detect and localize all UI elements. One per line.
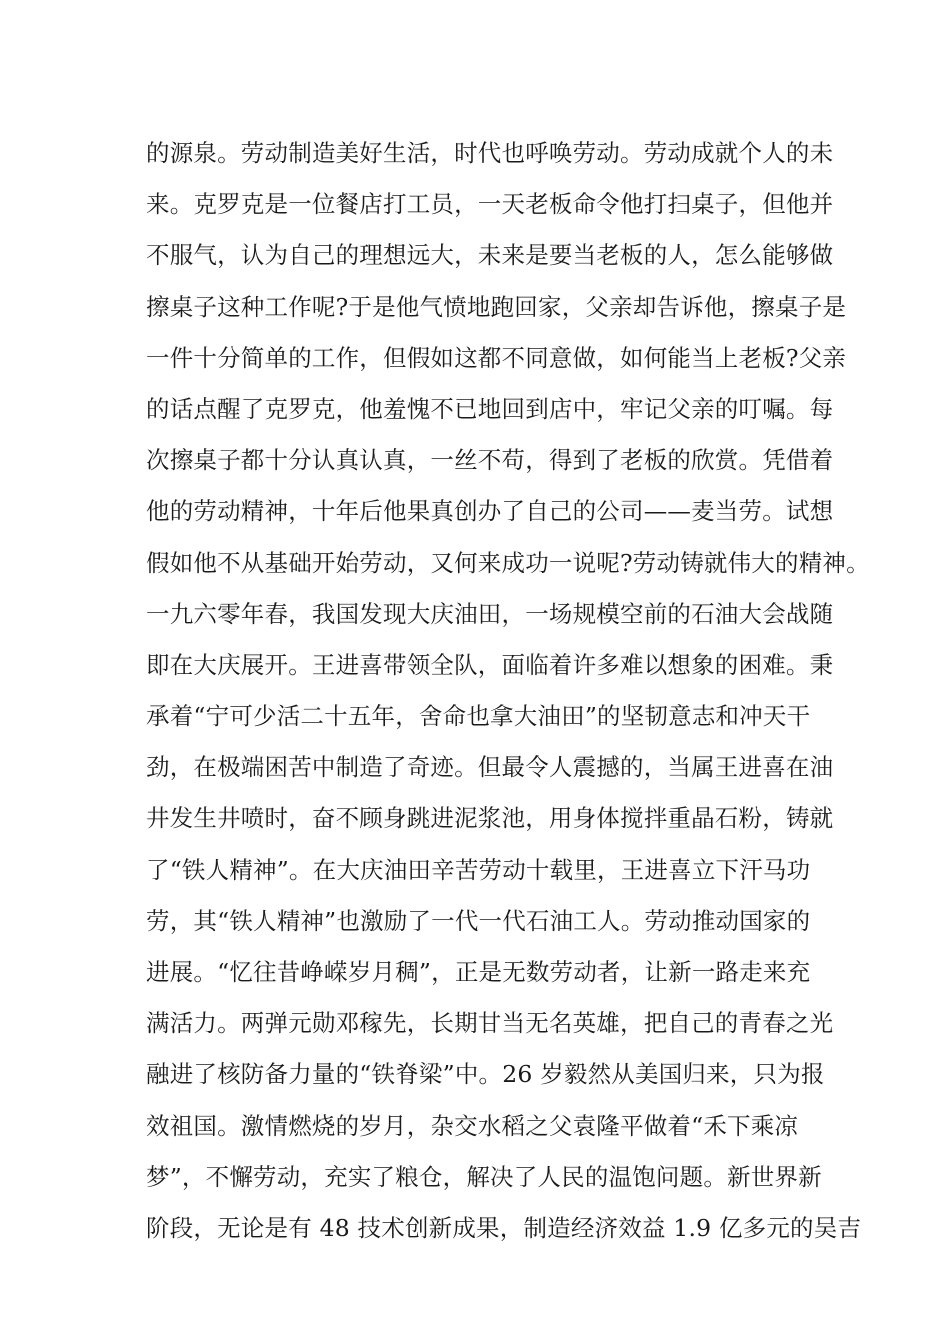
text-line: 进展。“忆往昔峥嵘岁月稠”，正是无数劳动者，让新一路走来充 — [146, 958, 811, 986]
text-line: 劳，其“铁人精神”也激励了一代一代石油工人。劳动推动国家的 — [146, 906, 811, 935]
text-line: 假如他不从基础开始劳动，又何来成功一说呢?劳动铸就伟大的精神。 — [146, 548, 870, 577]
text-line: 的话点醒了克罗克，他羞愧不已地回到店中，牢记父亲的叮嘱。每 — [146, 394, 834, 423]
text-line: 次擦桌子都十分认真认真，一丝不苟，得到了老板的欣赏。凭借着 — [146, 446, 834, 475]
text-line: 一九六零年春，我国发现大庆油田，一场规模空前的石油大会战随 — [146, 599, 834, 628]
text-line: 他的劳动精神，十年后他果真创办了自己的公司——麦当劳。试想 — [146, 497, 834, 526]
text-line: 井发生井喷时，奋不顾身跳进泥浆池，用身体搅拌重晶石粉，铸就 — [146, 804, 834, 833]
text-line: 来。克罗克是一位餐店打工员，一天老板命令他打扫桌子，但他并 — [146, 190, 834, 219]
text-line: 承着“宁可少活二十五年，舍命也拿大油田”的坚韧意志和冲天干 — [146, 702, 811, 731]
text-line: 即在大庆展开。王进喜带领全队，面临着许多难以想象的困难。秉 — [146, 650, 834, 679]
text-line: 不服气，认为自己的理想远大，未来是要当老板的人，怎么能够做 — [146, 241, 834, 270]
text-line: 满活力。两弹元勋邓稼先，长期甘当无名英雄，把自己的青春之光 — [146, 1009, 834, 1038]
body-text — [146, 128, 870, 1254]
text-line: 一件十分简单的工作，但假如这都不同意做，如何能当上老板?父亲 — [146, 343, 847, 372]
text-line: 阶段，无论是有 48 技术创新成果，制造经济效益 1.9 亿多元的吴吉 — [146, 1213, 862, 1242]
text-line: 融进了核防备力量的“铁脊梁”中。26 岁毅然从美国归来，只为报 — [146, 1060, 825, 1089]
text-line: 劲，在极端困苦中制造了奇迹。但最令人震撼的，当属王进喜在油 — [146, 753, 834, 782]
text-line: 的源泉。劳动制造美好生活，时代也呼唤劳动。劳动成就个人的未 — [146, 139, 834, 167]
text-line: 梦”，不懈劳动，充实了粮仓，解决了人民的温饱问题。新世界新 — [146, 1162, 822, 1191]
text-line: 效祖国。激情燃烧的岁月，杂交水稻之父袁隆平做着“禾下乘凉 — [146, 1111, 799, 1140]
text-line: 了“铁人精神”。在大庆油田辛苦劳动十载里，王进喜立下汗马功 — [146, 855, 811, 884]
text-line: 擦桌子这种工作呢?于是他气愤地跑回家，父亲却告诉他，擦桌子是 — [146, 292, 847, 321]
